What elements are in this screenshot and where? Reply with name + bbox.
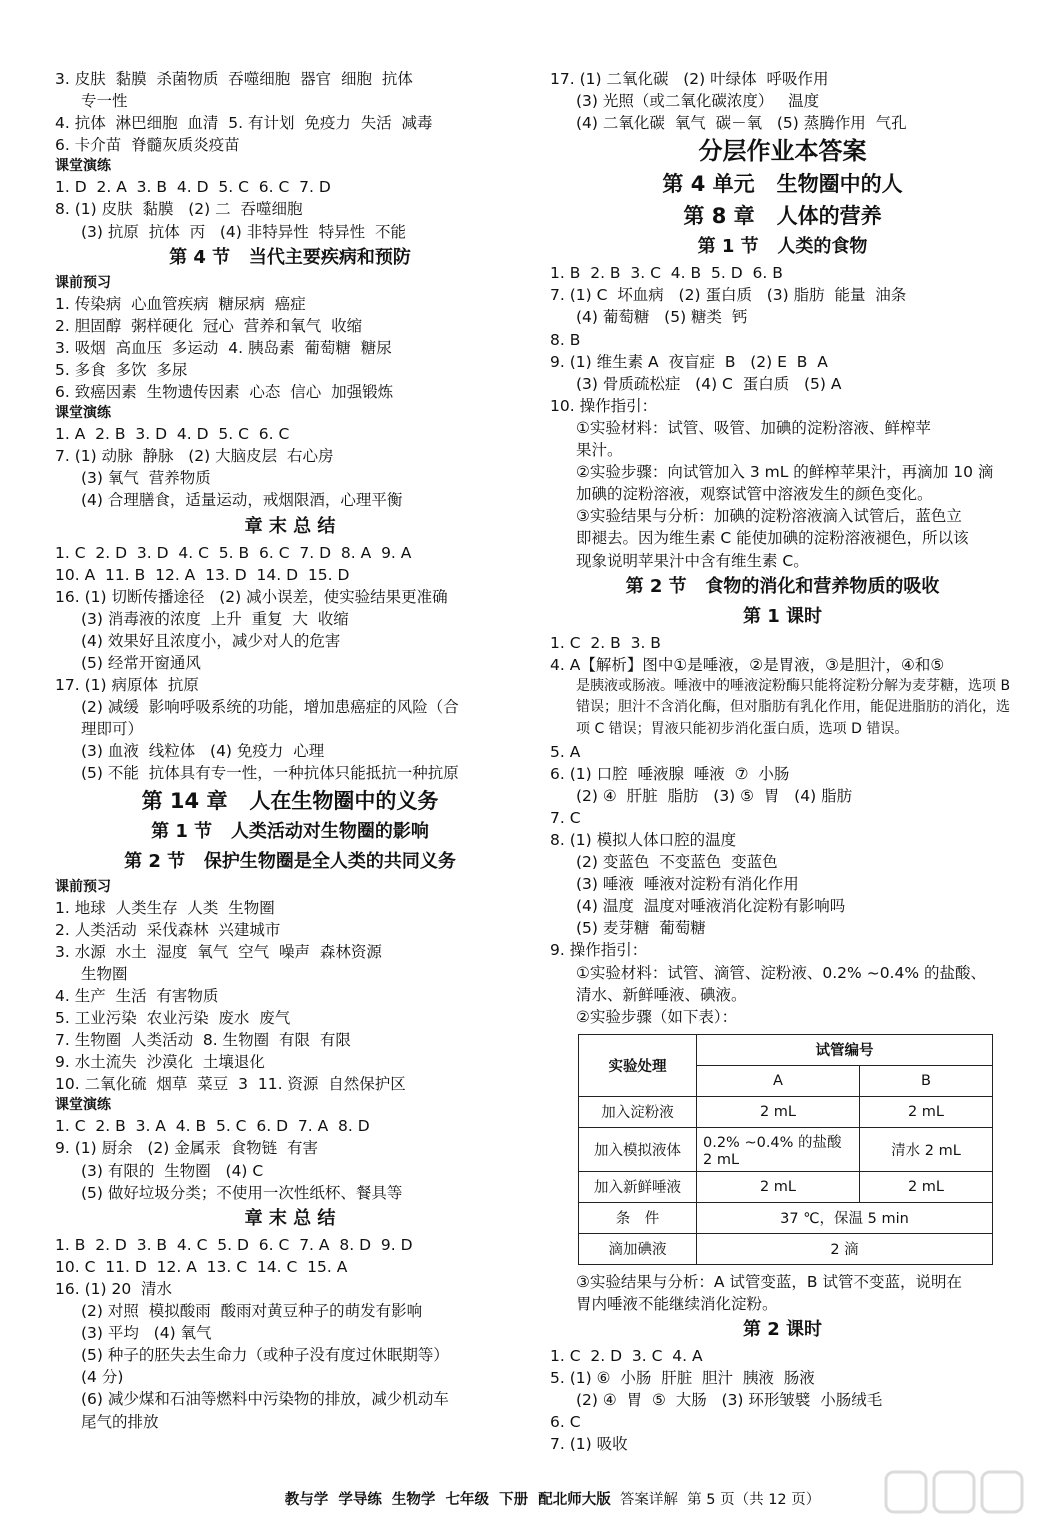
left-column — [55, 68, 525, 1433]
answer-line: 17. (1) 二氧化碳 (2) 叶绿体 呼吸作用 — [550, 70, 829, 88]
answer-line: (4 分) — [81, 1368, 124, 1387]
table-row — [579, 1127, 993, 1171]
answer-line: 1. C 2. B 3. A 4. B 5. C 6. D 7. A 8. D — [55, 1117, 370, 1136]
answer-line: 3. 吸烟 高血压 多运动 4. 胰岛素 葡萄糖 糖尿 — [55, 338, 392, 357]
right-column — [550, 68, 1015, 1455]
table-cell: 2 滴 — [697, 1233, 993, 1264]
answer-line: 16. (1) 切断传播途径 (2) 减小误差，使实验结果更准确 — [55, 587, 448, 606]
answer-line: (5) 种子的胚失去生命力（或种子没有度过休眠期等） — [81, 1346, 449, 1365]
answer-line: ③实验结果与分析：A 试管变蓝，B 试管不变蓝，说明在 — [576, 1272, 962, 1291]
answer-line: 3. 水源 水土 湿度 氧气 空气 噪声 森林资源 — [55, 942, 382, 961]
answer-line: (3) 血液 线粒体 (4) 免疫力 心理 — [81, 742, 325, 761]
section-heading: 第 2 课时 — [742, 1318, 823, 1340]
answer-line: (3) 唾液 唾液对淀粉有消化作用 — [576, 875, 799, 894]
answer-line: (3) 氧气 营养物质 — [81, 469, 211, 488]
answer-line: 6. C — [550, 1413, 581, 1432]
table-cell: 条 件 — [579, 1202, 697, 1233]
answer-line: 4. 抗体 淋巴细胞 血清 5. 有计划 免疫力 失活 减毒 — [55, 114, 433, 133]
answer-line: 6. 致癌因素 生物遗传因素 心态 信心 加强锻炼 — [55, 383, 394, 402]
table-cell: 加入模拟液体 — [579, 1127, 697, 1171]
section-heading: 分层作业本答案 — [698, 137, 867, 166]
answer-line: 9. 水土流失 沙漠化 土壤退化 — [55, 1053, 265, 1072]
answer-line: 2. 胆固醇 粥样硬化 冠心 营养和氧气 收缩 — [55, 316, 363, 335]
answer-line: (6) 减少煤和石油等燃料中污染物的排放，减少机动车 — [81, 1390, 449, 1409]
answer-line: (2) ④ 胃 ⑤ 大肠 (3) 环形皱襞 小肠绒毛 — [576, 1391, 883, 1410]
section-heading: 第 2 节 食物的消化和营养物质的吸收 — [625, 575, 940, 597]
answer-line: 1. C 2. D 3. C 4. A — [550, 1346, 703, 1365]
answer-line: 9. (1) 厨余 (2) 金属汞 食物链 有害 — [55, 1139, 318, 1158]
section-label: 课前预习 — [55, 878, 111, 895]
answer-line: 1. B 2. D 3. B 4. C 5. D 6. C 7. A 8. D 9. D — [55, 1235, 413, 1254]
answer-line: ②实验步骤：向试管加入 3 mL 的鲜榨苹果汁，再滴加 10 滴 — [576, 463, 994, 482]
answer-line: 10. C 11. D 12. A 13. C 14. C 15. A — [55, 1257, 348, 1276]
answer-line: 1. A 2. B 3. D 4. D 5. C 6. C — [55, 425, 290, 444]
answer-line: (2) 减缓 影响呼吸系统的功能，增加患癌症的风险（合 — [81, 698, 459, 717]
answer-line: 1. C 2. B 3. B — [550, 633, 661, 652]
answer-line: (3) 骨质疏松症 (4) C 蛋白质 (5) A — [576, 374, 842, 393]
section-heading: 第 1 节 人类活动对生物圈的影响 — [151, 820, 429, 842]
answer-line: (5) 做好垃圾分类；不使用一次性纸杯、餐具等 — [81, 1183, 403, 1202]
answer-line: 8. (1) 模拟人体口腔的温度 — [550, 830, 737, 849]
answer-line: (3) 有限的 生物圈 (4) C — [81, 1161, 264, 1180]
answer-line: 1. 地球 人类生存 人类 生物圈 — [55, 898, 275, 917]
answer-line: ③实验结果与分析：加碘的淀粉溶液滴入试管后，蓝色立 — [576, 507, 962, 526]
answer-line: 5. (1) ⑥ 小肠 肝脏 胆汁 胰液 肠液 — [550, 1369, 815, 1388]
table-cell: 加入淀粉液 — [579, 1096, 697, 1127]
answer-line: (4) 合理膳食，适量运动，戒烟限酒，心理平衡 — [81, 491, 403, 510]
answer-line: 7. C — [550, 808, 581, 827]
answer-line: ①实验材料：试管、滴管、淀粉液、0.2% ~0.4% 的盐酸、 — [576, 963, 986, 982]
table-row — [579, 1096, 993, 1127]
answer-line: 现象说明苹果汁中含有维生素 C。 — [576, 551, 809, 570]
answer-line: 7. 生物圈 人类活动 8. 生物圈 有限 有限 — [55, 1031, 351, 1050]
section-heading: 章 末 总 结 — [244, 515, 336, 537]
answer-line: 10. 操作指引： — [550, 396, 658, 415]
answer-line: 4. 生产 生活 有害物质 — [55, 986, 219, 1005]
table-cell: 加入新鲜唾液 — [579, 1171, 697, 1202]
answer-line: 果汁。 — [576, 441, 623, 460]
answer-line: (5) 经常开窗通风 — [81, 653, 201, 672]
answer-line: 17. (1) 病原体 抗原 — [55, 676, 199, 695]
answer-line: 1. D 2. A 3. B 4. D 5. C 6. C 7. D — [55, 178, 331, 197]
table-header-a: A — [697, 1065, 860, 1096]
table-row — [579, 1233, 993, 1264]
answer-line: 10. A 11. B 12. A 13. D 14. D 15. D — [55, 565, 350, 584]
experiment-table — [578, 1034, 993, 1265]
answer-line: 清水、新鲜唾液、碘液。 — [576, 985, 747, 1004]
answer-line: 2. 人类活动 采伐森林 兴建城市 — [55, 920, 281, 939]
answer-line: (4) 温度 温度对唾液消化淀粉有影响吗 — [576, 897, 846, 916]
answer-line: (4) 效果好且浓度小，减少对人的危害 — [81, 631, 341, 650]
answer-line: 胃内唾液不能继续消化淀粉。 — [576, 1294, 778, 1313]
answer-line: 生物圈 — [81, 964, 128, 983]
answer-line: 5. 工业污染 农业污染 废水 废气 — [55, 1009, 291, 1027]
footer-page-info: 答案详解 第 5 页（共 12 页） — [610, 1492, 821, 1508]
section-heading: 第 4 单元 生物圈中的人 — [662, 172, 903, 197]
answer-line: (2) ④ 肝脏 脂肪 (3) ⑤ 胃 (4) 脂肪 — [576, 786, 853, 805]
answer-line: 1. 传染病 心血管疾病 糖尿病 癌症 — [55, 294, 306, 313]
answer-line: 8. (1) 皮肤 黏膜 (2) 二 吞噬细胞 — [55, 200, 303, 219]
section-heading: 第 2 节 保护生物圈是全人类的共同义务 — [124, 850, 456, 872]
answer-line: (2) 对照 模拟酸雨 酸雨对黄豆种子的萌发有影响 — [81, 1302, 423, 1321]
answer-line: 理即可） — [81, 720, 144, 739]
table-cell: 37 ℃，保温 5 min — [697, 1202, 993, 1233]
section-heading: 章 末 总 结 — [244, 1207, 336, 1229]
table-cell: 滴加碘液 — [579, 1233, 697, 1264]
right-bottom-block — [550, 1271, 1015, 1456]
answer-line: 9. 操作指引： — [550, 941, 648, 960]
answer-line: 7. (1) C 坏血病 (2) 蛋白质 (3) 脂肪 能量 油条 — [550, 286, 907, 305]
answer-line: (4) 葡萄糖 (5) 糖类 钙 — [576, 308, 748, 327]
answer-line: (5) 麦芽糖 葡萄糖 — [576, 919, 706, 938]
table-row — [579, 1171, 993, 1202]
answer-line: ①实验材料：试管、吸管、加碘的淀粉溶液、鲜榨苹 — [576, 418, 931, 437]
answer-line: (3) 消毒液的浓度 上升 重复 大 收缩 — [81, 609, 349, 628]
answer-line: 5. A — [550, 742, 581, 761]
table-cell: 2 mL — [860, 1171, 993, 1202]
section-label: 课堂演练 — [55, 405, 111, 422]
section-heading: 第 1 课时 — [742, 605, 823, 627]
answer-line: (2) 变蓝色 不变蓝色 变蓝色 — [576, 853, 778, 872]
answer-line: 5. 多食 多饮 多尿 — [55, 360, 188, 379]
section-label: 课堂演练 — [55, 158, 111, 175]
section-label: 课前预习 — [55, 274, 111, 291]
answer-line: (3) 光照（或二氧化碳浓度） 温度 — [576, 92, 820, 111]
answer-line: 1. B 2. B 3. C 4. B 5. D 6. B — [550, 264, 783, 283]
table-cell: 2 mL — [697, 1096, 860, 1127]
answer-line: 10. 二氧化硫 烟草 菜豆 3 11. 资源 自然保护区 — [55, 1075, 406, 1094]
answer-line: (3) 平均 (4) 氧气 — [81, 1324, 212, 1343]
answer-line: 3. 皮肤 黏膜 杀菌物质 吞噬细胞 器官 细胞 抗体 — [55, 70, 413, 88]
table-row — [579, 1202, 993, 1233]
section-heading: 第 14 章 人在生物圈中的义务 — [141, 788, 439, 813]
answer-line: 16. (1) 20 清水 — [55, 1279, 173, 1298]
answer-line: 尾气的排放 — [81, 1412, 159, 1431]
answer-line: 即褪去。因为维生素 C 能使加碘的淀粉溶液褪色，所以该 — [576, 529, 969, 548]
answer-line: ②实验步骤（如下表）： — [576, 1007, 738, 1026]
answer-line: 是胰液或肠液。唾液中的唾液淀粉酶只能将淀粉分解为麦芽糖，选项 B 错误；胆汁不含消化酶，但对脂肪有乳化作用，能促进脂肪的消化，选项 C 错误；胃液只能初步消化蛋白质，选项 D 错误。 — [576, 677, 1011, 737]
answer-line: (3) 抗原 抗体 丙 (4) 非特异性 特异性 不能 — [81, 222, 406, 241]
answer-line: 专一性 — [81, 92, 128, 111]
right-top-block — [550, 68, 1015, 1028]
watermark-logo — [882, 1466, 1032, 1526]
answer-line: 加碘的淀粉溶液，观察试管中溶液发生的颜色变化。 — [576, 485, 933, 504]
answer-line: 1. C 2. D 3. D 4. C 5. B 6. C 7. D 8. A 9. A — [55, 543, 412, 562]
answer-line: 4. A【解析】图中①是唾液，②是胃液，③是胆汁，④和⑤ — [550, 655, 945, 674]
answer-line: 7. (1) 动脉 静脉 (2) 大脑皮层 右心房 — [55, 447, 334, 466]
table-cell: 2 mL — [697, 1171, 860, 1202]
section-heading: 第 8 章 人体的营养 — [683, 204, 882, 229]
answer-line: 9. (1) 维生素 A 夜盲症 B (2) E B A — [550, 352, 828, 371]
table-cell: 0.2% ~0.4% 的盐酸 2 mL — [697, 1127, 860, 1171]
answer-line: 7. (1) 吸收 — [550, 1435, 628, 1454]
table-header-b: B — [860, 1065, 993, 1096]
answer-line: (5) 不能 抗体具有专一性，一种抗体只能抵抗一种抗原 — [81, 764, 459, 783]
answer-line: 6. 卡介苗 脊髓灰质炎疫苗 — [55, 136, 240, 155]
footer-book-title: 教与学 学导练 生物学 七年级 下册 配北师大版 — [284, 1492, 611, 1508]
answer-line: 8. B — [550, 330, 581, 349]
answer-line: (4) 二氧化碳 氧气 碳－氧 (5) 蒸腾作用 气孔 — [576, 114, 907, 133]
section-heading: 第 4 节 当代主要疾病和预防 — [169, 246, 411, 268]
table-cell: 2 mL — [860, 1096, 993, 1127]
table-header-treatment: 实验处理 — [579, 1034, 697, 1096]
table-header-tube-number: 试管编号 — [697, 1034, 993, 1065]
answer-line: 6. (1) 口腔 唾液腺 唾液 ⑦ 小肠 — [550, 764, 790, 783]
table-cell: 清水 2 mL — [860, 1127, 993, 1171]
section-label: 课堂演练 — [55, 1097, 111, 1114]
section-heading: 第 1 节 人类的食物 — [697, 236, 868, 258]
